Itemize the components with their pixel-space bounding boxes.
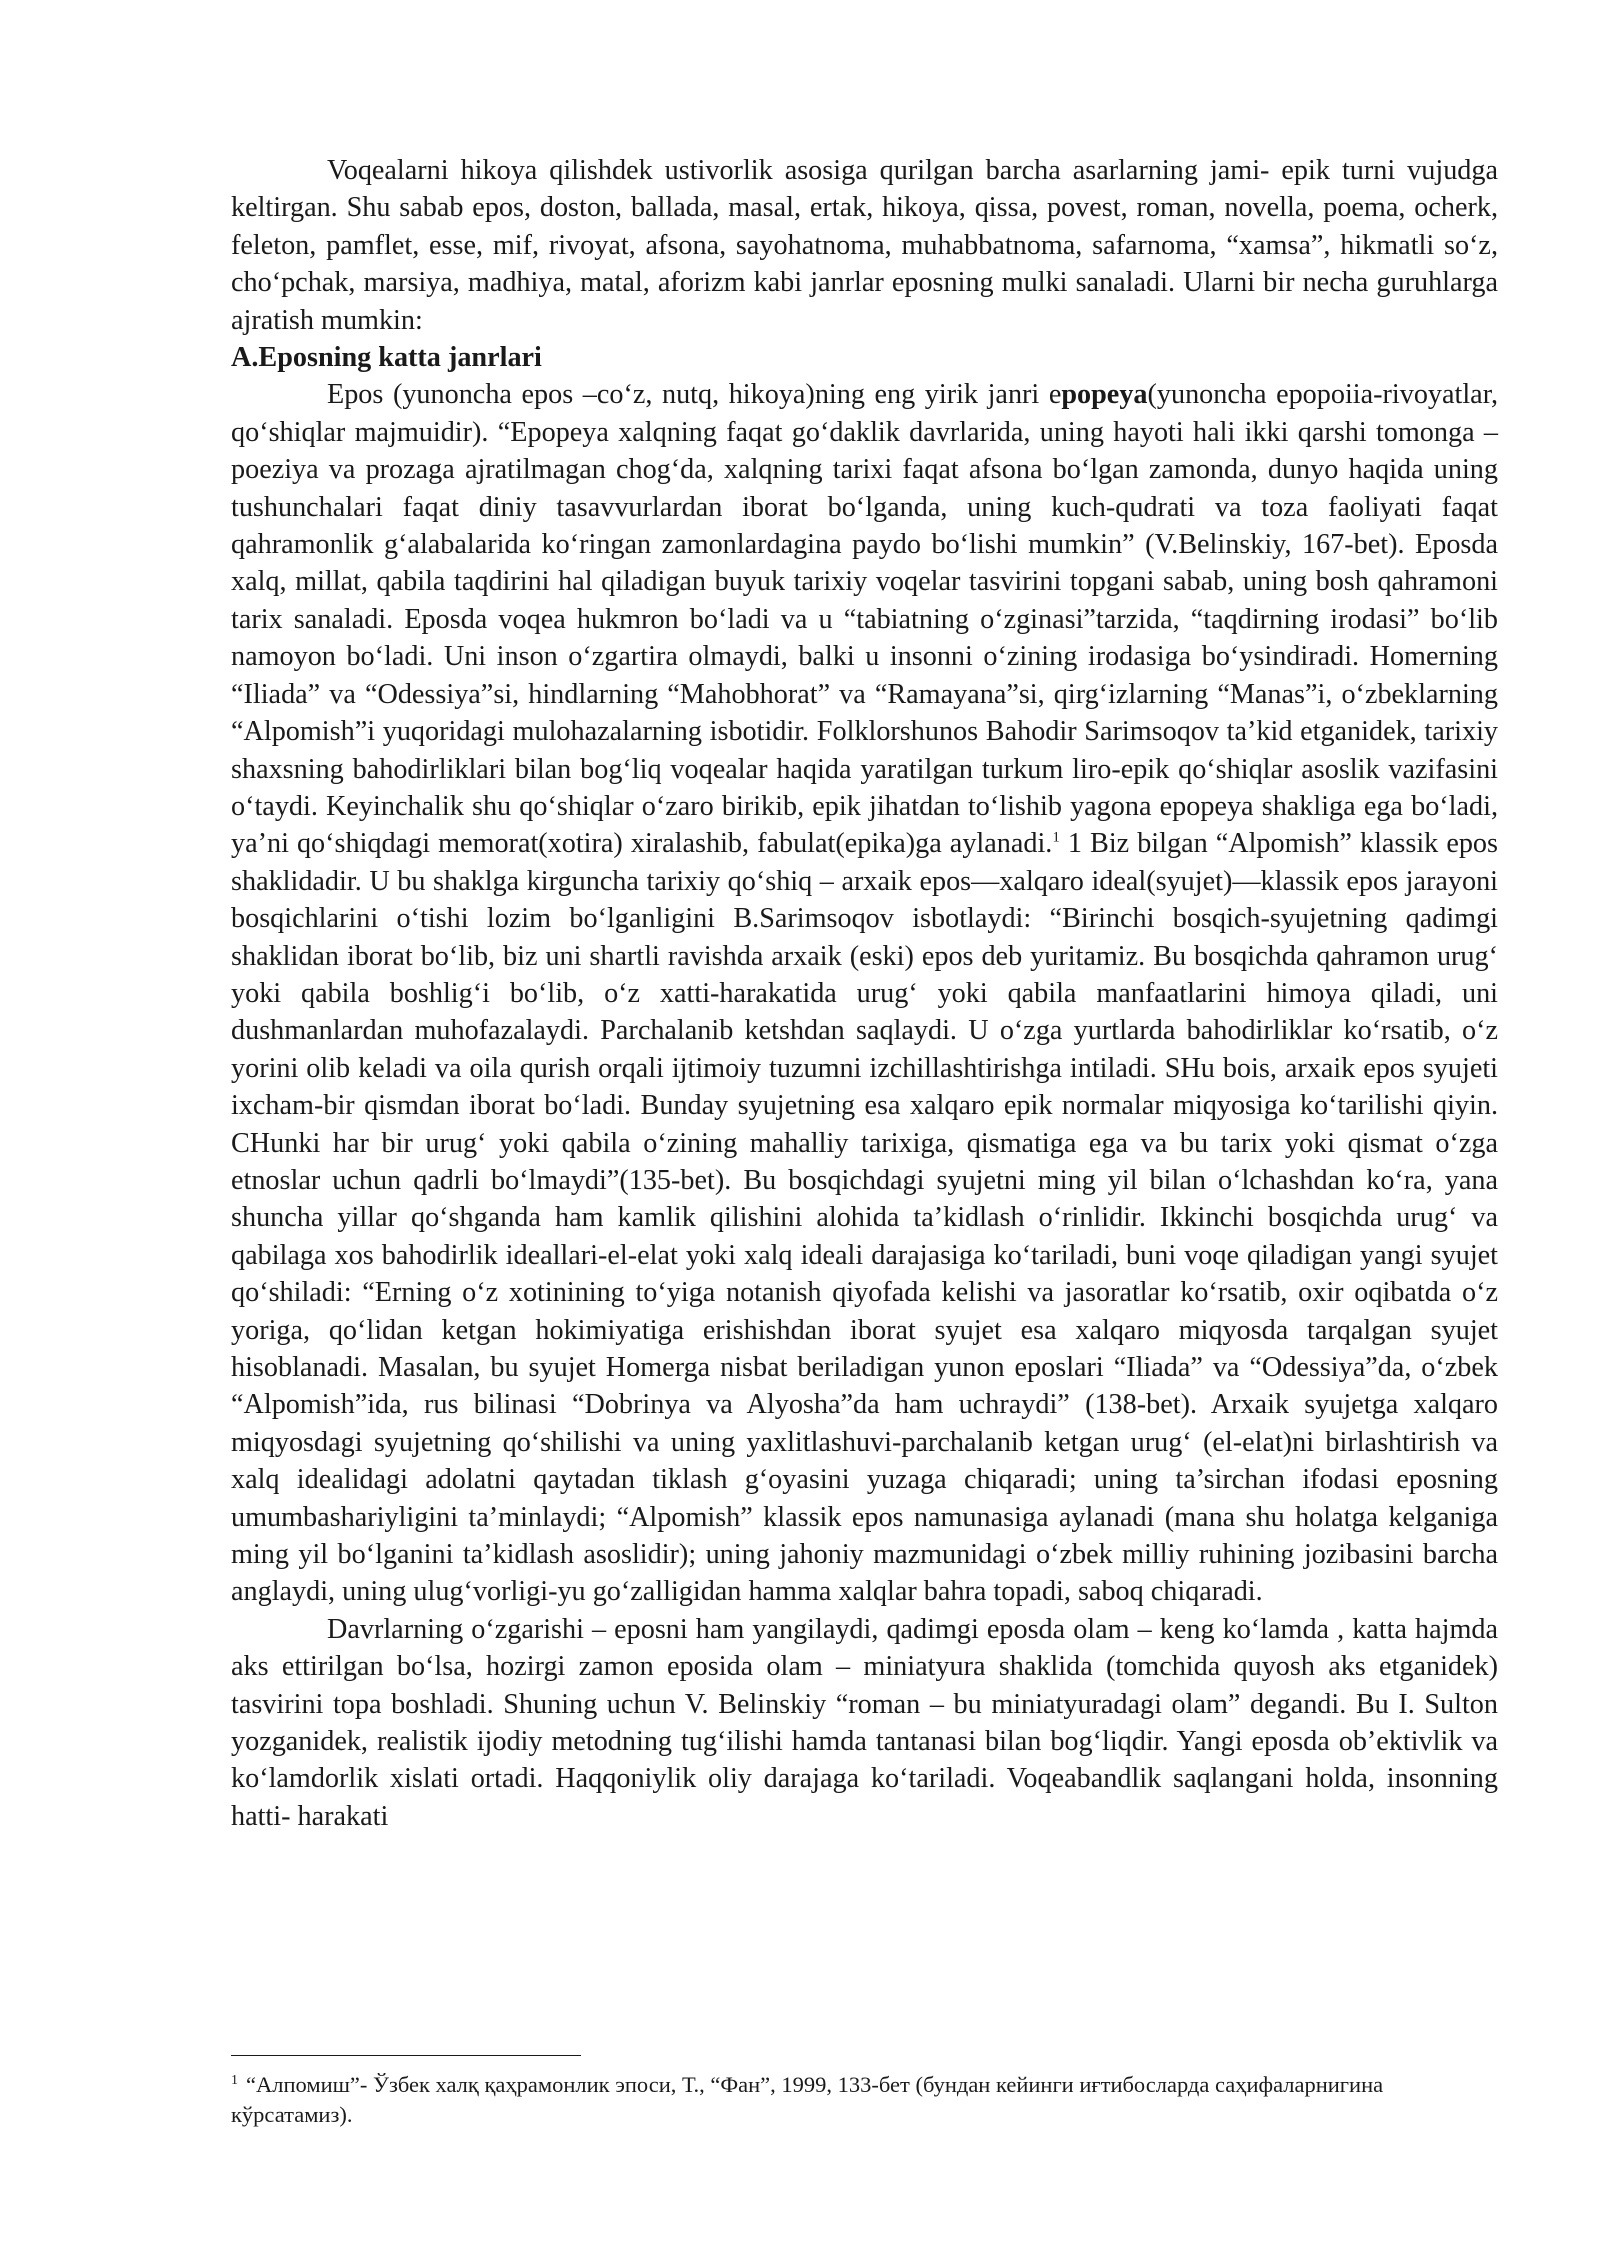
bold-term-epopeya: popeya xyxy=(1061,379,1148,411)
footnote-separator xyxy=(231,2055,581,2056)
paragraph-modern-epos: Davrlarning o‘zgarishi – eposni ham yangilaydi, qadimgi eposda olam – keng ko‘lamda , katta hajmda aks ettirilgan bo‘lsa, hozirgi zamon eposida olam – miniatyura shaklida (tomchida quyosh aks etganidek) tasvirini topa boshladi. Shuning uchun V. Belinskiy “roman – bu miniatyuradagi olam” degandi. Bu I. Sulton yozganidek, realistik ijodiy metodning tug‘ilishi hamda tantanasi bilan bog‘liqdir. Yangi eposda ob’ektivlik va ko‘lamdorlik xislati ortadi. Haqqoniylik oliy darajaga ko‘tariladi. Voqeabandlik saqlangani holda, insonning hatti- harakati xyxy=(231,1613,1498,1832)
footnote-mark: 1 xyxy=(231,2072,238,2088)
footnote-text: “Алпомиш”- Ўзбек халқ қаҳрамонлик эпоси, Т., “Фан”, 1999, 133-бет (бундан кейинги иғтибосларда саҳифаларнигина кўрсатамиз). xyxy=(231,2072,1384,2127)
footnote xyxy=(231,2070,1498,2130)
document-body xyxy=(231,152,1498,1835)
paragraph-epopeya xyxy=(231,376,1498,1610)
paragraph-text: (yunoncha epopoiia-rivoyatlar, qo‘shiqlar majmuidir). “Epopeya xalqning faqat go‘daklik davrlarida, uning hayoti hali ikki qarshi tomonga – poeziya va prozaga ajratilmagan chog‘da, xalqning tarixi faqat afsona bo‘lgan zamonda, dunyo haqida uning tushunchalari faqat diniy tasavvurlardan iborat bo‘lganda, uning kuch-qudrati va toza faoliyati faqat qahramonlik g‘alabalarida ko‘ringan zamonlardagina paydo bo‘lishi mumkin” (V.Belinskiy, 167-bet). Eposda xalq, millat, qabila taqdirini hal qiladigan buyuk tarixiy voqelar tasvirini topgani sabab, uning bosh qahramoni tarix sanaladi. Eposda voqea hukmron bo‘ladi va u “tabiatning o‘zginasi”tarzida, “taqdirning irodasi” bo‘lib namoyon bo‘ladi. Uni inson o‘zgartira olmaydi, balki u insonni o‘zining irodasiga bo‘ysindiradi. Homerning “Iliada” va “Odessiya”si, hindlarning “Mahobhorat” va “Ramayana”si, qirg‘izlarning “Manas”i, o‘zbeklarning “Alpomish”i yuqoridagi mulohazalarning isbotidir. Folklorshunos Bahodir Sarimsoqov ta’kid etganidek, tarixiy shaxsning bahodirliklari bilan bog‘liq voqealar haqida yaratilgan turkum liro-epik qo‘shiqlar asoslik vazifasini o‘taydi. Keyinchalik shu qo‘shiqlar o‘zaro birikib, epik jihatdan to‘lishib yagona epopeya shakliga ega bo‘ladi, ya’ni qo‘shiqdagi memorat(xotira) xiralashib, fabulat(epika)ga aylanadi. xyxy=(231,379,1499,860)
footnote-reference[interactable]: 1 xyxy=(1052,829,1060,846)
paragraph-text: 1 Biz bilgan “Alpomish” klassik epos shaklidadir. U bu shaklga kirguncha tarixiy qo‘shiq – arxaik epos—xalqaro ideal(syujet)—klassik epos jarayoni bosqichlarini o‘tishi lozim bo‘lganligini B.Sarimsoqov isbotlaydi: “Birinchi bosqich-syujetning qadimgi shaklidan iborat bo‘lib, biz uni shartli ravishda arxaik (eski) epos deb yuritamiz. Bu bosqichda qahramon urug‘ yoki qabila boshlig‘i bo‘lib, o‘z xatti-harakatida urug‘ yoki qabila manfaatlarini himoya qiladi, uni dushmanlardan muhofazalaydi. Parchalanib ketshdan saqlaydi. U o‘zga yurtlarda bahodirliklar ko‘rsatib, o‘z yorini olib keladi va oila qurish orqali ijtimoiy tuzumni izchillashtirishga intiladi. SHu bois, arxaik epos syujeti ixcham-bir qismdan iborat bo‘ladi. Bunday syujetning esa xalqaro epik normalar miqyosiga ko‘tarilishi qiyin. CHunki har bir urug‘ yoki qabila o‘zining mahalliy tarixiga, qismatiga ega va bu tarix yoki qismat o‘zga etnoslar uchun qadrli bo‘lmaydi”(135-bet). Bu bosqichdagi syujetni ming yil bilan o‘lchashdan ko‘ra, yana shuncha yillar qo‘shganda ham kamlik qilishini alohida ta’kidlash o‘rinlidir. Ikkinchi bosqichda urug‘ va qabilaga xos bahodirlik ideallari-el-elat yoki xalq ideali darajasiga ko‘tariladi, buni voqe qiladigan yangi syujet qo‘shiladi: “Erning o‘z xotinining to‘yiga notanish qiyofada kelishi va jasoratlar ko‘rsatib, oxir oqibatda o‘z yoriga, qo‘lidan ketgan hokimiyatiga erishishdan iborat syujet esa xalqaro miqyosda tarqalgan syujet hisoblanadi. Masalan, bu syujet Homerga nisbat beriladigan yunon eposlari “Iliada” va “Odessiya”da, o‘zbek “Alpomish”ida, rus bilinasi “Dobrinya va Alyosha”da ham uchraydi” (138-bet). Arxaik syujetga xalqaro miqyosdagi syujetning qo‘shilishi va uning yaxlitlashuvi-parchalanib ketgan urug‘ (el-elat)ni birlashtirish va xalq idealidagi adolatni qaytadan tiklash g‘oyasini yuzaga chiqaradi; uning ta’sirchan ifodasi eposning umumbashariyligini ta’minlaydi; “Alpomish” klassik epos namunasiga aylanadi (mana shu holatga kelganiga ming yil bo‘lganini ta’kidlash asoslidir); uning jahoniy mazmunidagi o‘zbek milliy ruhining jozibasini barcha anglaydi, uning ulug‘vorligi-yu go‘zalligidan hamma xalqlar bahra topadi, saboq chiqaradi. xyxy=(231,828,1498,1608)
paragraph-text: Epos (yunoncha epos –co‘z, nutq, hikoya)ning eng yirik janri e xyxy=(327,379,1062,411)
paragraph-intro: Voqealarni hikoya qilishdek ustivorlik asosiga qurilgan barcha asarlarning jami- epik turni vujudga keltirgan. Shu sabab epos, doston, ballada, masal, ertak, hikoya, qissa, povest, roman, novella, poema, ocherk, feleton, pamflet, esse, mif, rivoyat, afsona, sayohatnoma, muhabbatnoma, safarnoma, “xamsa”, hikmatli so‘z, cho‘pchak, marsiya, madhiya, matal, aforizm kabi janrlar eposning mulki sanaladi. Ularni bir necha guruhlarga ajratish mumkin: xyxy=(231,155,1498,336)
section-heading: A.Eposning katta janrlari xyxy=(231,342,542,374)
